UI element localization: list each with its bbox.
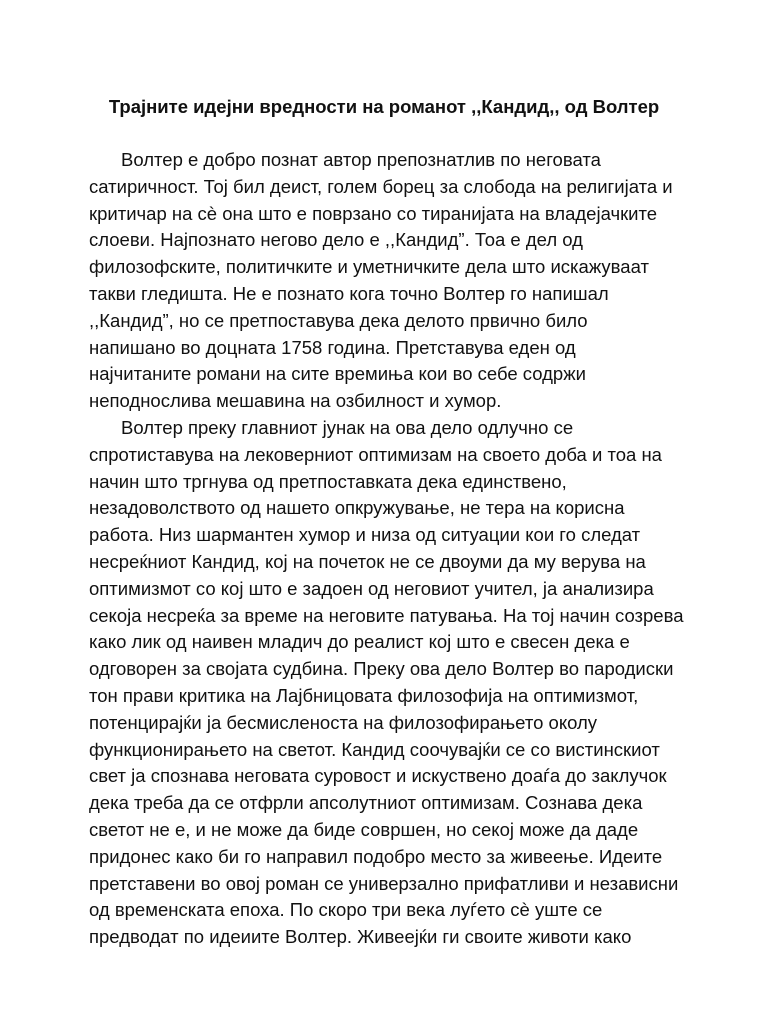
paragraph-line: напишано во доцната 1758 година. Претставува еден од (89, 336, 576, 358)
paragraph-line: секоја несреќа за време на неговите патувања. На тој начин созрева (89, 604, 684, 626)
paragraph-line: претставени во овој роман се универзално прифатливи и независни (89, 872, 679, 894)
paragraph-line: придонес како би го направил подобро место за живеење. Идеите (89, 845, 663, 867)
paragraph-line: дека треба да се отфрли апсолутниот оптимизам. Сознава дека (89, 792, 643, 814)
document-title: Трајните идејни вредности на романот ,,Кандид,, од Волтер (108, 96, 660, 117)
paragraph-line: критичар на сè она што е поврзано со тиранијата на владејачките (89, 202, 658, 224)
paragraph-line: светот не е, и не може да биде совршен, но секој може да даде (89, 818, 639, 840)
paragraph-line: такви гледишта. Не е познато кога точно Волтер го напишал (89, 282, 609, 304)
document-body (89, 147, 729, 951)
paragraph-line: слоеви. Најпознато негово дело е ,,Кандид”. Тоа е дел од (89, 229, 583, 251)
paragraph-line: како лик од наивен младич до реалист кој што е свесен дека е (89, 631, 630, 653)
paragraph-line: незадоволството од нашето опкружување, не тера на корисна (89, 497, 625, 519)
paragraph-line: функционирањето на светот. Кандид соочувајќи се со вистинскиот (89, 738, 660, 760)
paragraph-line: сатиричност. Тој бил деист, голем борец за слобода на религијата и (89, 175, 673, 197)
paragraph-line: Волтер преку главниот јунак на ова дело одлучно се (121, 416, 574, 438)
paragraph-line: свет ја спознава неговата суровост и искуствено доаѓа до заклучок (89, 765, 667, 787)
paragraph-line: работа. Низ шармантен хумор и низа од ситуации кои го следат (89, 524, 641, 546)
paragraph-1 (89, 147, 729, 415)
paragraph-line: начин што тргнува од претпоставката дека единствено, (89, 470, 567, 492)
paragraph-line: одговорен за својата судбина. Преку ова дело Волтер во пародиски (89, 658, 674, 680)
paragraph-line: Волтер е добро познат автор препознатлив по неговата (121, 149, 601, 170)
paragraph-line: ,,Кандид”, но се претпоставува дека делото првично било (89, 309, 588, 331)
paragraph-line: несреќниот Кандид, кој на почеток не се двоуми да му верува на (89, 550, 646, 572)
paragraph-line: предводат по идеиите Волтер. Живеејќи ги своите животи како (89, 926, 632, 948)
paragraph-line: спротиставува на лековерниот оптимизам на своето доба и тоа на (89, 443, 662, 465)
paragraph-line: тон прави критика на Лајбницовата филозофија на оптимизмот, (89, 684, 639, 706)
paragraph-line: најчитаните романи на сите времиња кои во себе содржи (89, 363, 586, 385)
paragraph-line: потенцирајќи ја бесмисленоста на филозофирањето околу (89, 711, 598, 733)
paragraph-line: оптимизмот со кој што е задоен од неговиот учител, ја анализира (89, 577, 654, 599)
paragraph-2 (89, 415, 729, 951)
paragraph-line: неподнослива мешавина на озбилност и хумор. (89, 390, 502, 412)
paragraph-line: филозофските, политичките и уметничките дела што искажуваат (89, 256, 649, 278)
paragraph-line: од временската епоха. По скоро три века луѓето сè уште се (89, 899, 603, 921)
